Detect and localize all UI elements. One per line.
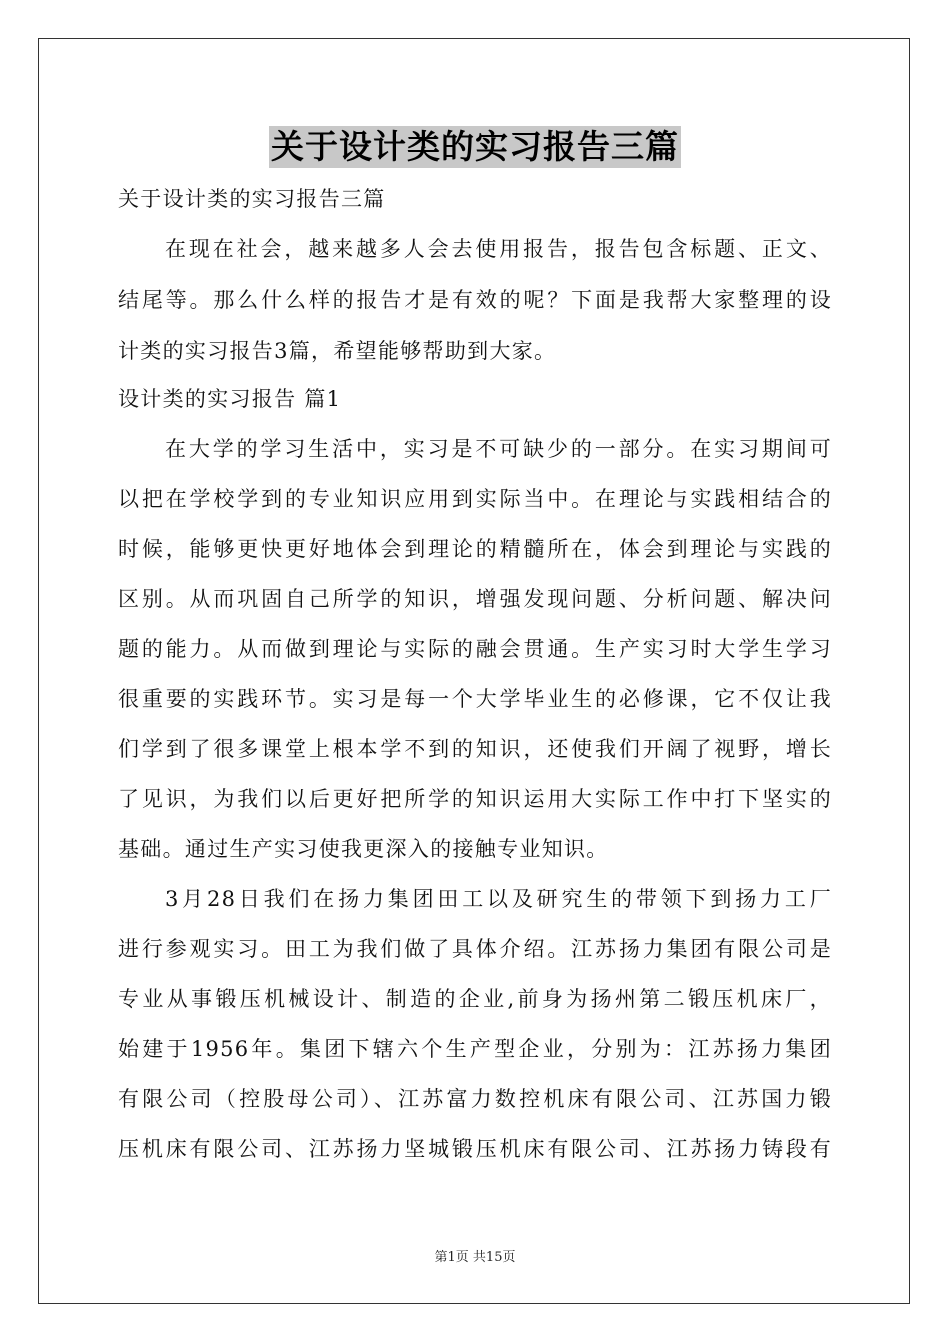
paragraph-line: 结尾等。那么什么样的报告才是有效的呢？下面是我帮大家整理的设 (118, 288, 832, 312)
paragraph-line: 进行参观实习。田工为我们做了具体介绍。江苏扬力集团有限公司是 (118, 937, 832, 961)
paragraph-line: 在大学的学习生活中，实习是不可缺少的一部分。在实习期间可 (165, 437, 832, 461)
paragraph-line: 压机床有限公司、江苏扬力坚城锻压机床有限公司、江苏扬力铸段有 (118, 1137, 832, 1161)
page-border (38, 38, 910, 1304)
paragraph-line: 题的能力。从而做到理论与实际的融会贯通。生产实习时大学生学习 (118, 637, 832, 661)
paragraph-line: 以把在学校学到的专业知识应用到实际当中。在理论与实践相结合的 (118, 487, 832, 511)
title-container (0, 126, 950, 168)
paragraph-line: 们学到了很多课堂上根本学不到的知识，还使我们开阔了视野，增长 (118, 737, 832, 761)
paragraph-line: 3月28日我们在扬力集团田工以及研究生的带领下到扬力工厂 (165, 887, 832, 911)
subtitle-line: 关于设计类的实习报告三篇 (118, 187, 386, 211)
paragraph-line: 区别。从而巩固自己所学的知识，增强发现问题、分析问题、解决问 (118, 587, 832, 611)
paragraph-line: 专业从事锻压机械设计、制造的企业,前身为扬州第二锻压机床厂， (118, 987, 832, 1011)
paragraph-line: 在现在社会，越来越多人会去使用报告，报告包含标题、正文、 (165, 237, 832, 261)
paragraph-line: 了见识，为我们以后更好把所学的知识运用大实际工作中打下坚实的 (118, 787, 832, 811)
paragraph-line: 时候，能够更快更好地体会到理论的精髓所在，体会到理论与实践的 (118, 537, 832, 561)
paragraph-line: 基础。通过生产实习使我更深入的接触专业知识。 (118, 837, 609, 861)
paragraph-line: 始建于1956年。集团下辖六个生产型企业，分别为：江苏扬力集团 (118, 1037, 832, 1061)
paragraph-line: 很重要的实践环节。实习是每一个大学毕业生的必修课，它不仅让我 (118, 687, 832, 711)
section-heading: 设计类的实习报告 篇1 (118, 387, 342, 411)
document-title: 关于设计类的实习报告三篇 (271, 127, 679, 166)
paragraph-line: 有限公司（控股母公司）、江苏富力数控机床有限公司、江苏国力锻 (118, 1087, 832, 1111)
paragraph-line: 计类的实习报告3篇，希望能够帮助到大家。 (118, 339, 557, 363)
page-number: 第1页 共15页 (434, 1250, 516, 1265)
